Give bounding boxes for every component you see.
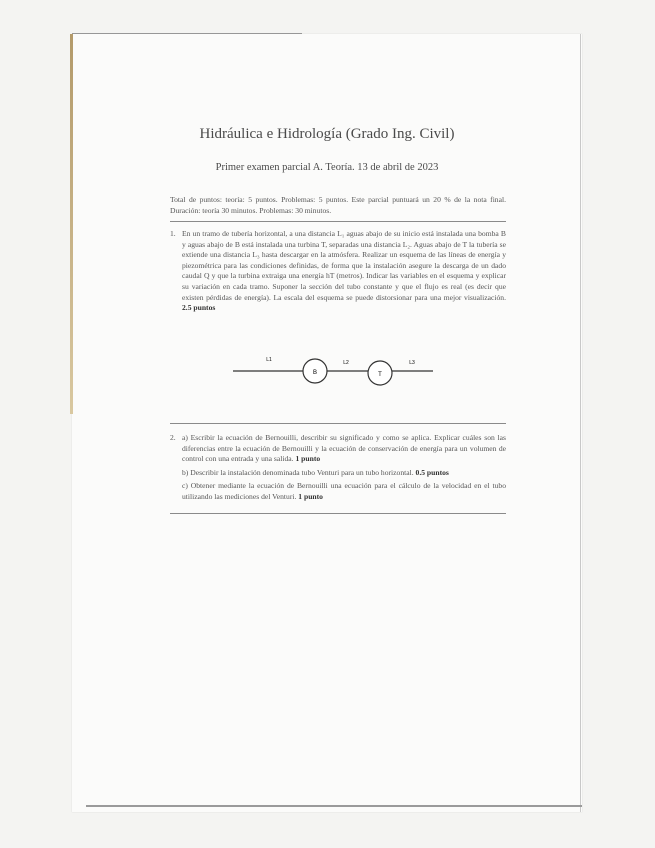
part-text: b) Describir la instalación denominada tubo Venturi para un tubo horizontal. (182, 467, 414, 477)
label-l3: L3 (409, 360, 415, 366)
part-points: 0.5 puntos (415, 467, 449, 477)
divider (170, 221, 506, 222)
paper-edge-bottom (86, 805, 582, 807)
divider (170, 423, 506, 424)
pipe-diagram (225, 348, 435, 388)
question-number: 2. (170, 433, 176, 442)
question-text: En un tramo de tubería horizontal, a una distancia L₁ aguas abajo de su inicio está instalada una bomba B y aguas abajo de B está instalada una turbina T, separadas una distancia L₂. Aguas abajo de T la tubería se extiende una distancia L₃ hasta descargar en la atmósfera. Realizar un esquema de las líneas de energía y piezométrica para las condiciones definidas, de forma que la instalación asegure la descarga de un dado caudal Q y que la turbina extraiga una energía hT (metros). Indicar las variables en el esquema y explicar su variación en cada tramo. Suponer la sección del tubo constante y que el flujo es real (es decir que existen pérdidas de energía). La escala del esquema se puede distorsionar para una mejor visualización. (182, 229, 506, 302)
question-part-a (182, 433, 506, 465)
question-part-b (182, 468, 506, 479)
divider (170, 513, 506, 514)
turbine-label: T (378, 372, 382, 378)
exam-title: Hidráulica e Hidrología (Grado Ing. Civil) (199, 126, 455, 142)
part-text: c) Obtener mediante la ecuación de Bernouilli una ecuación para el cálculo de la velocidad en el tubo utilizando las mediciones del Venturi. (182, 481, 506, 501)
question-1 (170, 229, 506, 314)
question-number: 1. (170, 229, 176, 238)
exam-subtitle: Primer examen parcial A. Teoría. 13 de abril de 2023 (215, 162, 439, 173)
part-points: 1 punto (295, 454, 321, 464)
question-part-c (182, 481, 506, 502)
label-l2: L2 (343, 360, 349, 366)
pump-label: B (312, 370, 318, 376)
label-l1: L1 (266, 357, 272, 363)
exam-info: Total de puntos: teoría: 5 puntos. Problemas: 5 puntos. Este parcial puntuará un 20 % de la nota final. Duración: teoría 30 minutos. Problemas: 30 minutos. (170, 195, 506, 215)
paper-edge-right (580, 34, 581, 812)
part-text: a) Escribir la ecuación de Bernouilli, describir su significado y como se aplica. Explicar cuáles son las diferencias entre la ecuación de Bernouilli y la ecuación de conservación de energía para un volumen de control con una entrada y una salida. (182, 433, 506, 464)
paper-edge-left (70, 34, 73, 414)
question-2 (170, 433, 506, 506)
question-points: 2.5 puntos (182, 303, 216, 313)
part-points: 1 punto (298, 491, 323, 501)
